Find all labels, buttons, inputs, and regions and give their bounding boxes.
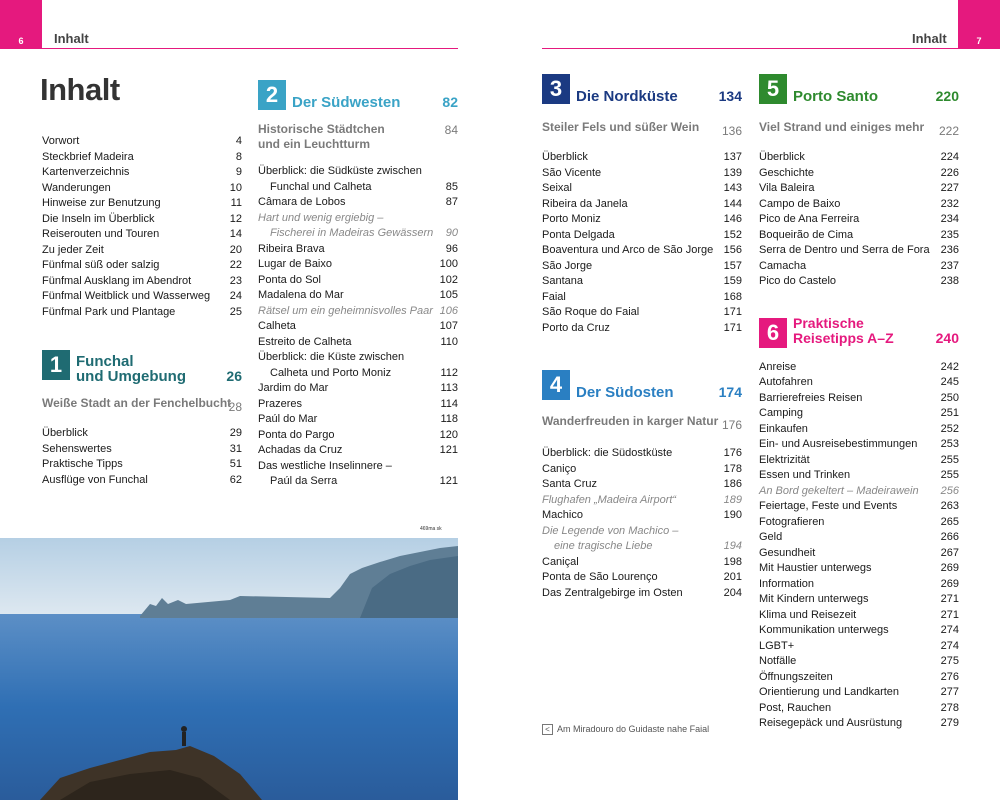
toc-entry-page: 10 [229,181,242,194]
toc-entry-title: Vorwort [42,135,80,147]
toc-entry[interactable] [258,443,458,459]
toc-entry-page: 279 [940,717,959,729]
toc-entry[interactable] [759,360,959,376]
toc-entry[interactable] [542,166,742,182]
toc-entry-title: Achadas da Cruz [258,444,343,456]
toc-entry-title: Steckbrief Madeira [42,150,134,163]
toc-entry-page: 31 [229,442,242,455]
toc-entry-page: 143 [723,182,742,194]
toc-entry-page: 144 [723,197,742,210]
toc-entry[interactable] [759,577,959,593]
toc-entry-title: Pico do Castelo [759,275,837,287]
toc-entry-page: 146 [723,213,742,225]
toc-entry[interactable]: Câmara de Lobos 87 [258,196,458,208]
toc-entry-page: 269 [940,577,959,590]
toc-entry-page: 238 [940,275,959,287]
chapter-number-badge: 5 [759,74,787,104]
toc-entry[interactable] [759,422,959,438]
toc-entry-page: 234 [940,213,959,225]
toc-entry-page: 105 [439,289,458,301]
toc-entry-title: Essen und Trinken [759,469,851,481]
toc-entry-page: 267 [940,546,959,559]
toc-entry-title: Ausflüge von Funchal [42,473,148,486]
toc-entry[interactable] [42,165,242,181]
chapter-page: 26 [226,368,242,384]
toc-entry-page: 265 [940,515,959,528]
toc-entry-page: 20 [229,243,242,256]
running-title: Inhalt [912,31,947,46]
toc-entry-page: 242 [940,360,959,373]
toc-entry-page: 271 [940,593,959,605]
toc-entry-page: 274 [940,624,959,636]
toc-entry-page: 204 [723,586,742,599]
toc-entry[interactable]: Funchal und Calheta 85 [270,180,458,193]
toc-entry-page: 113 [440,382,458,394]
toc-entry-title: Praktische Tipps [42,458,123,470]
toc-entry[interactable] [42,289,242,305]
toc-entry-page: 107 [439,320,458,332]
toc-entry-page: 23 [229,274,242,287]
toc-entry-title: Ponta do Sol [258,273,321,286]
toc-entry[interactable] [759,608,959,624]
toc-entry-page: 22 [229,259,242,271]
toc-entry-page: 12 [229,212,242,225]
toc-entry-page: 102 [439,273,458,286]
toc-entry-title: Reisegepäck und Ausrüstung [759,717,903,729]
chapter-page: 220 [935,88,959,104]
toc-entry[interactable] [258,319,458,335]
toc-entry-page: 11 [230,197,242,209]
toc-entry[interactable] [258,412,458,428]
toc-entry-title: Überblick: die Südostküste [542,447,673,459]
chapter-subtitle[interactable]: Wanderfreuden in karger Natur 176 [542,414,742,432]
toc-intro-list [42,134,242,488]
toc-entry-page: 24 [229,290,242,302]
toc-entry-title: Porto Moniz [542,213,601,225]
toc-entry-title: Ponta de São Lourenço [542,571,658,583]
toc-entry[interactable] [759,530,959,546]
toc-entry-feature[interactable]: Hart und wenig ergiebig – [258,211,384,224]
toc-entry[interactable] [759,181,959,197]
chapter-heading[interactable] [42,350,242,384]
toc-entry-page: 121 [439,444,458,456]
toc-entry-title: Post, Rauchen [759,701,832,714]
toc-entry-page: 29 [229,427,242,439]
toc-entry-page: 269 [940,562,959,574]
toc-entry[interactable]: Das westliche Inselinnere – [258,459,392,472]
toc-entry[interactable] [542,586,742,602]
toc-entry-title: Geld [759,531,783,543]
toc-entry-title: Campo de Baixo [759,197,841,210]
toc-entry[interactable] [258,273,458,289]
toc-entry-title: Ribeira Brava [258,242,325,255]
toc-entry[interactable] [42,150,242,166]
toc-entry-page: 96 [445,242,458,255]
chapter-page: 174 [718,384,742,400]
toc-entry-page: 271 [940,608,959,621]
toc-entry-page: 252 [940,422,959,435]
toc-entry[interactable]: Paúl da Serra 121 [270,475,458,487]
toc-entry-page: 152 [723,228,742,241]
toc-entry[interactable] [542,212,742,228]
toc-entry-page: 237 [940,259,959,272]
toc-entry[interactable] [759,701,959,717]
toc-entry-page: 176 [723,447,742,459]
toc-entry[interactable] [759,468,959,484]
toc-entry-page: 114 [440,397,458,410]
page-number: 6 [18,36,24,46]
toc-entry-title: Boqueirão de Cima [759,228,854,241]
toc-entry[interactable] [258,288,458,304]
toc-entry-page: 186 [723,478,742,490]
chapter-page: 134 [718,88,742,104]
toc-entry-page: 110 [440,335,458,348]
toc-entry-page: 276 [940,670,959,683]
toc-entry[interactable] [759,499,959,515]
chapter-title: Funchal und Umgebung [76,353,186,385]
toc-entry-page: 250 [940,391,959,404]
toc-entry-page: 120 [439,428,458,441]
toc-entry-title: Überblick [542,151,588,163]
chapter-title: Der Südwesten [292,94,401,111]
toc-entry[interactable] [759,670,959,686]
toc-entry-page: 274 [940,639,959,652]
toc-entry[interactable] [542,477,742,493]
toc-entry-title: Estreito de Calheta [258,335,352,348]
toc-entry-page: 235 [940,228,959,241]
toc-entry-title: Porto da Cruz [542,321,610,334]
chapter-number-badge: 4 [542,370,570,400]
toc-entry[interactable] [759,274,959,290]
chapter-title: Porto Santo [793,88,878,105]
toc-entry[interactable] [542,228,742,244]
toc-entry-page: 263 [940,500,959,512]
toc-entry-page: 137 [723,151,742,163]
chapter-subtitle[interactable]: Historische Städtchen und ein Leuchtturm 84 [258,122,458,151]
toc-entry-title: Klima und Reisezeit [759,608,857,621]
toc-entry[interactable]: Überblick: die Südküste zwischen [258,165,422,177]
photo-credit: 469ma sk [420,526,442,532]
toc-entry-page: 157 [723,259,742,272]
toc-entry-page: 278 [940,701,959,714]
toc-chapter-2 [258,80,458,490]
toc-entry[interactable] [42,258,242,274]
toc-entry-title: Fünfmal Park und Plantage [42,305,176,318]
toc-entry-title: Faial [542,290,566,303]
toc-entry[interactable] [759,166,959,182]
toc-entry[interactable] [759,716,959,732]
toc-entry-page: 168 [723,290,742,303]
toc-entry-title: Gesundheit [759,546,816,559]
toc-entry-page: 100 [439,258,458,270]
toc-entry-title: Anreise [759,360,797,373]
chapter-page: 240 [935,329,959,346]
toc-entry[interactable] [42,134,242,150]
toc-entry[interactable] [542,555,742,571]
toc-entry-feature[interactable]: Fischerei in Madeiras Gewässern 90 [270,227,458,239]
toc-entry[interactable] [42,196,242,212]
toc-entry-title: Mit Haustier unterwegs [759,562,872,574]
toc-entry-title: Wanderungen [42,181,111,194]
toc-entry-title: Camping [759,407,804,419]
chapter-title: Praktische Reisetipps A–Z [793,314,894,346]
toc-entry-page: 253 [940,438,959,450]
toc-entry-page: 159 [723,275,742,287]
toc-entry-page: 236 [940,244,959,256]
toc-entry-page: 277 [940,686,959,698]
toc-entry[interactable] [42,457,242,473]
toc-entry[interactable] [759,639,959,655]
toc-entry[interactable] [542,150,742,166]
toc-entry-title: Madalena do Mar [258,289,344,301]
toc-entry-feature[interactable]: Flughafen „Madeira Airport“ 189 [542,493,742,506]
toc-entry-title: Vila Baleira [759,182,815,194]
toc-entry[interactable] [42,181,242,197]
toc-entry-page: 232 [940,197,959,210]
toc-entry-page: 139 [723,166,742,179]
toc-entry-page: 224 [940,151,959,163]
page-title: Inhalt [40,72,120,107]
toc-entry-title: Ein- und Ausreisebestimmungen [759,438,918,450]
toc-entry-title: Information [759,577,815,590]
chapter-title: Der Südosten [576,384,674,401]
toc-entry-title: São Roque do Faial [542,306,640,318]
toc-entry[interactable] [759,546,959,562]
toc-entry[interactable] [42,442,242,458]
toc-entry[interactable] [42,212,242,228]
chapter-subtitle[interactable]: Steiler Fels und süßer Wein 136 [542,120,742,138]
toc-entry[interactable] [258,257,458,273]
header-rule [542,48,1000,49]
toc-entry[interactable] [759,391,959,407]
toc-entry[interactable] [542,274,742,290]
toc-entry-title: Kartenverzeichnis [42,166,130,178]
toc-entry-page: 171 [723,306,742,318]
toc-entry-title: Fünfmal süß oder salzig [42,259,160,271]
toc-entry-title: Paúl do Mar [258,413,318,425]
toc-entry-page: 8 [235,150,242,163]
toc-entry-title: Lugar de Baixo [258,258,332,270]
chapter-heading[interactable] [759,314,959,348]
chapter-subtitle[interactable]: Viel Strand und einiges mehr 222 [759,120,959,138]
toc-entry-title: Santana [542,275,583,287]
page-tab-left [0,0,42,48]
toc-entry[interactable] [42,243,242,259]
running-title: Inhalt [54,31,89,46]
toc-entry-title: Einkaufen [759,422,808,435]
toc-entry-title: Seixal [542,182,572,194]
toc-entry[interactable] [759,654,959,670]
toc-entry-title: Prazeres [258,397,303,410]
toc-entry-page: 255 [940,469,959,481]
toc-entry[interactable] [759,592,959,608]
toc-entry-page: 9 [235,166,242,178]
coastal-photo [0,538,458,800]
toc-entry-title: Fünfmal Weitblick und Wasserweg [42,290,211,302]
toc-entry[interactable] [542,570,742,586]
chapter-subtitle[interactable]: Weiße Stadt an der Fenchelbucht 28 [42,396,242,414]
toc-entry-feature[interactable]: An Bord gekeltert – Madeirawein 256 [759,484,959,497]
toc-chapter-3 [542,74,742,601]
toc-entry[interactable] [759,406,959,422]
toc-entry-page: 226 [940,166,959,179]
toc-entry-page: 227 [940,182,959,194]
toc-entry-feature[interactable]: Rätsel um ein geheimnisvolles Paar 106 [258,304,458,317]
toc-entry-title: Barrierefreies Reisen [759,391,863,404]
toc-entry[interactable] [42,274,242,290]
toc-entry-title: Zu jeder Zeit [42,243,104,256]
toc-entry[interactable]: Überblick: die Küste zwischen [258,351,405,363]
chapter-number-badge: 1 [42,350,70,380]
toc-entry-page: 25 [229,305,242,318]
toc-entry-title: Das Zentralgebirge im Osten [542,586,683,599]
toc-entry[interactable] [759,243,959,259]
toc-entry-page: 198 [723,555,742,568]
toc-entry-title: LGBT+ [759,639,795,652]
toc-entry-title: Geschichte [759,166,815,179]
toc-entry-title: Calheta [258,320,296,332]
photo-caption: < Am Miradouro do Guidaste nahe Faial [542,724,709,735]
chapter-title: Die Nordküste [576,88,678,105]
toc-entry[interactable] [258,381,458,397]
toc-entry[interactable] [759,228,959,244]
toc-entry[interactable] [759,623,959,639]
chapter-heading[interactable] [542,74,742,106]
chapter-heading[interactable] [542,370,742,402]
chapter-page: 82 [442,94,458,110]
toc-entry[interactable] [258,335,458,351]
toc-entry-page: 118 [440,413,458,425]
toc-entry-title: Sehenswertes [42,442,112,455]
toc-entry-title: Boaventura und Arco de São Jorge [542,244,714,256]
toc-entry[interactable] [542,243,742,259]
toc-entry-title: Hinweise zur Benutzung [42,197,161,209]
toc-entry-title: Camacha [759,259,807,272]
toc-entry[interactable] [258,397,458,413]
toc-entry-title: Überblick [759,151,805,163]
toc-entry-title: Feiertage, Feste und Events [759,500,898,512]
toc-entry[interactable] [759,197,959,213]
toc-entry-title: Caniçal [542,555,579,568]
toc-entry[interactable] [759,375,959,391]
toc-entry[interactable] [542,259,742,275]
toc-entry-title: Ribeira da Janela [542,197,628,210]
toc-entry[interactable] [759,437,959,453]
page-number: 7 [976,36,982,46]
toc-entry-page: 255 [940,453,959,466]
toc-entry-title: Mit Kindern unterwegs [759,593,869,605]
arrow-left-icon: < [542,724,553,735]
toc-entry[interactable] [42,473,242,489]
toc-entry[interactable] [759,259,959,275]
chapter-number-badge: 3 [542,74,570,104]
toc-entry-title: São Vicente [542,166,602,179]
header-rule [0,48,458,49]
toc-entry[interactable]: Calheta und Porto Moniz 112 [270,366,458,379]
toc-entry-title: Pico de Ana Ferreira [759,213,860,225]
toc-entry-page: 251 [940,407,959,419]
chapter-heading[interactable] [759,74,959,106]
toc-entry-page: 4 [235,135,242,147]
toc-entry-feature[interactable]: Die Legende von Machico – [542,524,679,537]
toc-entry[interactable]: Machico 190 [542,509,742,521]
toc-entry-title: Kommunikation unterwegs [759,624,889,636]
toc-entry-title: Reiserouten und Touren [42,228,160,240]
toc-entry-title: Öffnungszeiten [759,670,833,683]
toc-entry[interactable] [42,305,242,321]
toc-entry[interactable] [42,227,242,243]
toc-entry-title: São Jorge [542,259,593,272]
toc-entry[interactable] [42,426,242,442]
toc-entry-page: 14 [229,228,242,240]
page-tab-right [958,0,1000,48]
toc-entry[interactable] [542,462,742,478]
toc-entry-title: Fünfmal Ausklang im Abendrot [42,274,192,287]
toc-entry[interactable] [542,305,742,321]
toc-entry[interactable] [759,453,959,469]
toc-entry[interactable] [542,321,742,337]
toc-entry-title: Orientierung und Landkarten [759,686,900,698]
toc-entry-page: 245 [940,376,959,388]
toc-entry-title: Autofahren [759,376,813,388]
chapter-number-badge: 6 [759,318,787,348]
toc-entry-title: Jardim do Mar [258,382,329,394]
chapter-heading[interactable] [258,80,458,112]
toc-entry[interactable] [542,290,742,306]
toc-entry[interactable] [759,685,959,701]
toc-entry-page: 178 [723,462,742,475]
toc-entry-title: Serra de Dentro und Serra de Fora [759,244,930,256]
toc-entry[interactable] [759,150,959,166]
toc-entry-title: Die Inseln im Überblick [42,212,155,225]
toc-entry-page: 51 [229,458,242,470]
toc-entry[interactable] [258,242,458,258]
chapter-number-badge: 2 [258,80,286,110]
toc-entry-page: 62 [229,473,242,486]
toc-entry-title: Santa Cruz [542,478,598,490]
toc-entry-page: 156 [723,244,742,256]
toc-entry-feature[interactable]: eine tragische Liebe 194 [554,540,742,552]
toc-entry-title: Notfälle [759,655,797,667]
toc-entry-title: Elektrizität [759,453,810,466]
toc-entry[interactable] [542,197,742,213]
toc-entry-page: 266 [940,531,959,543]
toc-entry-title: Überblick [42,427,88,439]
toc-entry[interactable] [542,181,742,197]
toc-entry-title: Fotografieren [759,515,825,528]
toc-entry-page: 201 [723,571,742,583]
toc-entry-title: Ponta Delgada [542,228,615,241]
toc-entry[interactable] [759,212,959,228]
toc-entry[interactable] [258,428,458,444]
toc-entry[interactable] [759,561,959,577]
toc-chapter-5 [759,74,959,732]
toc-entry[interactable] [542,446,742,462]
toc-entry-page: 275 [940,655,959,667]
toc-entry[interactable] [759,515,959,531]
toc-entry-title: Caniço [542,462,577,475]
toc-entry-title: Ponta do Pargo [258,428,335,441]
toc-entry-page: 171 [723,321,742,334]
